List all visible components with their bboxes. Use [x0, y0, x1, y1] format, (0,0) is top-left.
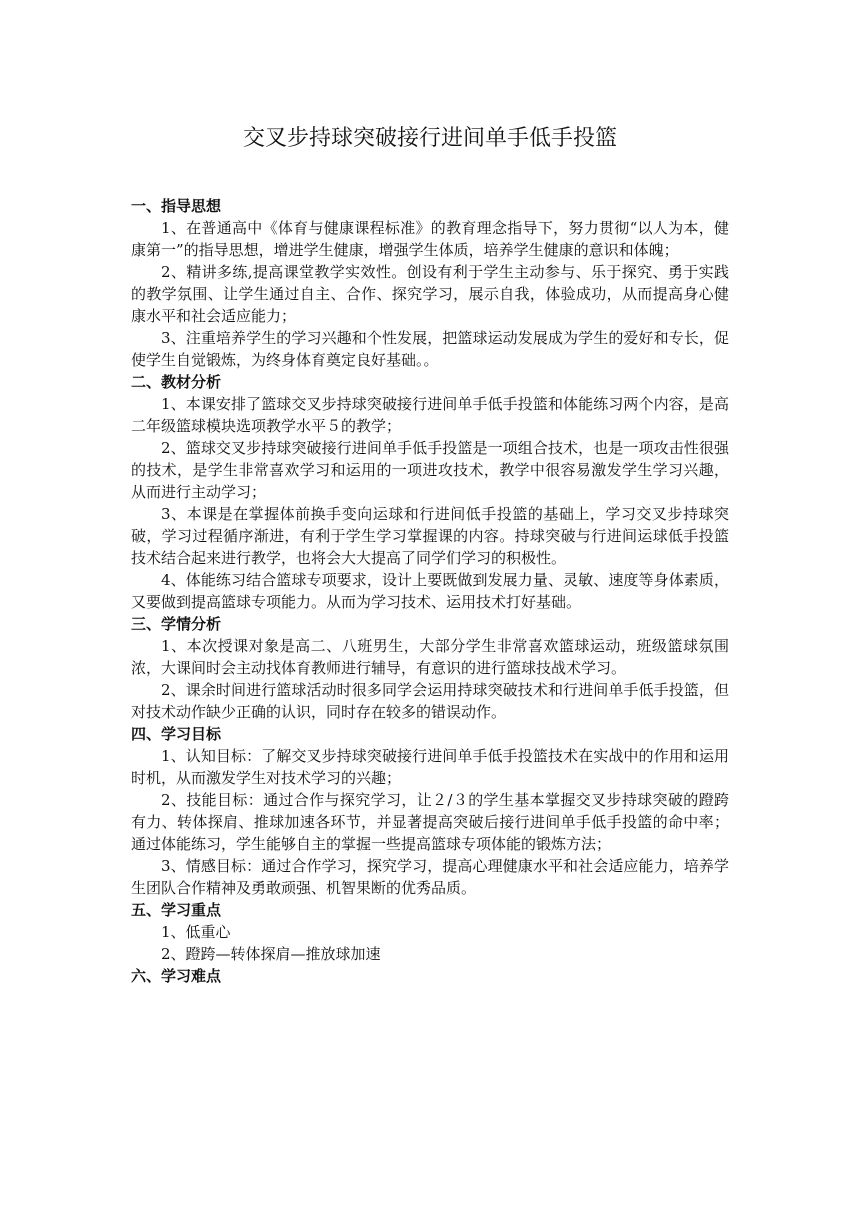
- document-body: [131, 195, 729, 987]
- paragraph: 3、本课是在掌握体前换手变向运球和行进间低手投篮的基础上，学习交叉步持球突破，学习过程循序渐进，有利于学生学习掌握课的内容。持球突破与行进间运球低手投篮技术结合起来进行教学，也将会大大提高了同学们学习的积极性。: [131, 505, 729, 567]
- section-difficulties: [131, 965, 729, 987]
- paragraph: 1、在普通高中《体育与健康课程标准》的教育理念指导下，努力贯彻“以人为本，健康第一”的指导思想，增进学生健康，增强学生体质，培养学生健康的意识和体魄；: [131, 219, 729, 259]
- paragraph: 1、本次授课对象是高二、八班男生，大部分学生非常喜欢篮球运动，班级篮球氛围浓，大课间时会主动找体育教师进行辅导，有意识的进行篮球技战术学习。: [131, 637, 729, 677]
- paragraph: 4、体能练习结合篮球专项要求，设计上要既做到发展力量、灵敏、速度等身体素质，又要做到提高篮球专项能力。从而为学习技术、运用技术打好基础。: [131, 571, 729, 611]
- section-key-points: [131, 899, 729, 965]
- section-learner-analysis: [131, 613, 729, 723]
- paragraph: 2、技能目标：通过合作与探究学习，让２/３的学生基本掌握交叉步持球突破的蹬跨有力、转体探肩、推球加速各环节，并显著提高突破后接行进间单手低手投篮的命中率；通过体能练习，学生能够自主的掌握一些提高篮球专项体能的锻炼方法；: [131, 791, 729, 853]
- paragraph: 1、低重心: [161, 923, 231, 941]
- paragraph: 1、认知目标：了解交叉步持球突破接行进间单手低手投篮技术在实战中的作用和运用时机，从而激发学生对技术学习的兴趣；: [131, 747, 729, 787]
- section-heading: 一、指导思想: [131, 197, 222, 215]
- section-heading: 二、教材分析: [131, 373, 222, 391]
- section-material-analysis: [131, 371, 729, 613]
- section-heading: 五、学习重点: [131, 901, 222, 919]
- paragraph: 1、本课安排了篮球交叉步持球突破接行进间单手低手投篮和体能练习两个内容，是高二年级篮球模块选项教学水平５的教学；: [131, 395, 729, 435]
- document-title: 交叉步持球突破接行进间单手低手投篮: [242, 126, 617, 151]
- paragraph: 2、课余时间进行篮球活动时很多同学会运用持球突破技术和行进间单手低手投篮，但对技术动作缺少正确的认识，同时存在较多的错误动作。: [131, 681, 729, 721]
- section-guiding-thought: [131, 195, 729, 371]
- paragraph: 2、篮球交叉步持球突破接行进间单手低手投篮是一项组合技术，也是一项攻击性很强的技术，是学生非常喜欢学习和运用的一项进攻技术，教学中很容易激发学生学习兴趣，从而进行主动学习；: [131, 439, 729, 501]
- paragraph: 3、情感目标：通过合作学习，探究学习，提高心理健康水平和社会适应能力，培养学生团队合作精神及勇敢顽强、机智果断的优秀品质。: [131, 857, 729, 897]
- paragraph: 2、精讲多练,提高课堂教学实效性。创设有利于学生主动参与、乐于探究、勇于实践的教学氛围、让学生通过自主、合作、探究学习，展示自我，体验成功，从而提高身心健康水平和社会适应能力；: [131, 263, 729, 325]
- section-learning-objectives: [131, 723, 729, 899]
- section-heading: 六、学习难点: [131, 967, 222, 985]
- section-heading: 四、学习目标: [131, 725, 222, 743]
- paragraph: 2、蹬跨—转体探肩—推放球加速: [161, 945, 381, 963]
- section-heading: 三、学情分析: [131, 615, 222, 633]
- paragraph: 3、注重培养学生的学习兴趣和个性发展，把篮球运动发展成为学生的爱好和专长，促使学生自觉锻炼，为终身体育奠定良好基础。。: [131, 329, 729, 369]
